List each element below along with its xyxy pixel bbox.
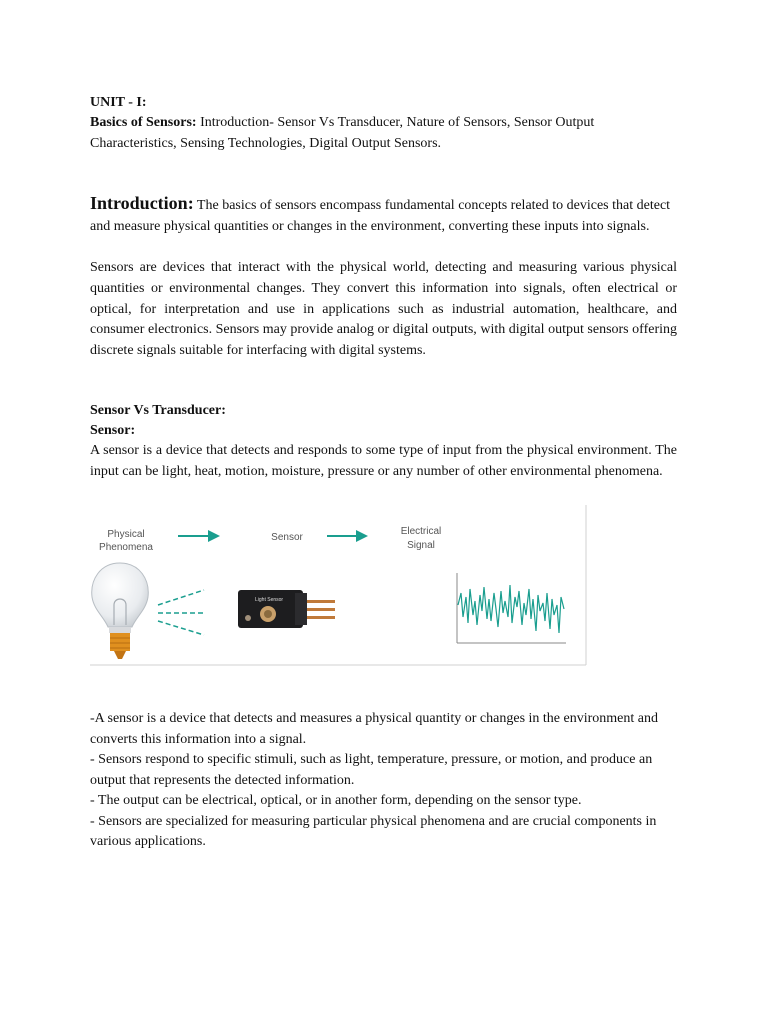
introduction-label: Introduction: (90, 193, 194, 213)
sensors-paragraph: Sensors are devices that interact with the physical world, detecting and measuring various physical quantities or environmental changes. They convert this information into signals, often electrical or optical, for interpretation and use in applications such as industrial automation, healthcare, and consumer electronics. Sensors may provide analog or digital outputs, with digital output sensors offering discrete signals suitable for interfacing with digital systems. (90, 260, 677, 359)
introduction-text: The basics of sensors encompass fundamental concepts related to devices that detect and measure physical quantities or changes in the environment, converting these inputs into signals. (90, 198, 671, 234)
section-heading: Sensor Vs Transducer: (90, 403, 226, 418)
light-bulb-icon (92, 563, 149, 659)
bullet-list (90, 709, 677, 853)
label-sensor: Sensor (271, 532, 303, 543)
bullet-item: - The output can be electrical, optical, or in another form, depending on the sensor type. (90, 793, 582, 808)
sensor-definition: A sensor is a device that detects and responds to some type of input from the physical environment. The input can be light, heat, motion, moisture, pressure or any number of other environmental phenomena. (90, 443, 677, 479)
label-electrical: Electrical (400, 526, 442, 537)
basics-line (90, 113, 677, 154)
bullet-item: -A sensor is a device that detects and measures a physical quantity or changes in the environment and converts this information into a signal. (90, 711, 658, 747)
sensor-diagram (90, 505, 588, 666)
label-phenomena: Phenomena (99, 542, 153, 553)
section-subheading: Sensor: (90, 423, 136, 438)
light-rays (158, 590, 204, 635)
board-label: Light Sensor (255, 597, 284, 603)
light-sensor-board-icon (238, 590, 335, 628)
label-physical: Physical (107, 529, 145, 540)
label-signal: Signal (407, 540, 435, 551)
bullet-item: - Sensors respond to specific stimuli, such as light, temperature, pressure, or motion, and produce an output that represents the detected information. (90, 752, 653, 788)
bullet-item: - Sensors are specialized for measuring particular physical phenomena and are crucial components in various applications. (90, 813, 657, 849)
introduction-lead (90, 193, 677, 237)
unit-title: UNIT - I: (90, 95, 147, 110)
signal-waveform (458, 585, 564, 633)
basics-text: Introduction- Sensor Vs Transducer, Nature of Sensors, Sensor Output Characteristics, Sensing Technologies, Digital Output Sensors. (90, 115, 595, 151)
basics-label: Basics of Sensors: (90, 115, 197, 130)
electrical-signal-plot (457, 573, 566, 643)
